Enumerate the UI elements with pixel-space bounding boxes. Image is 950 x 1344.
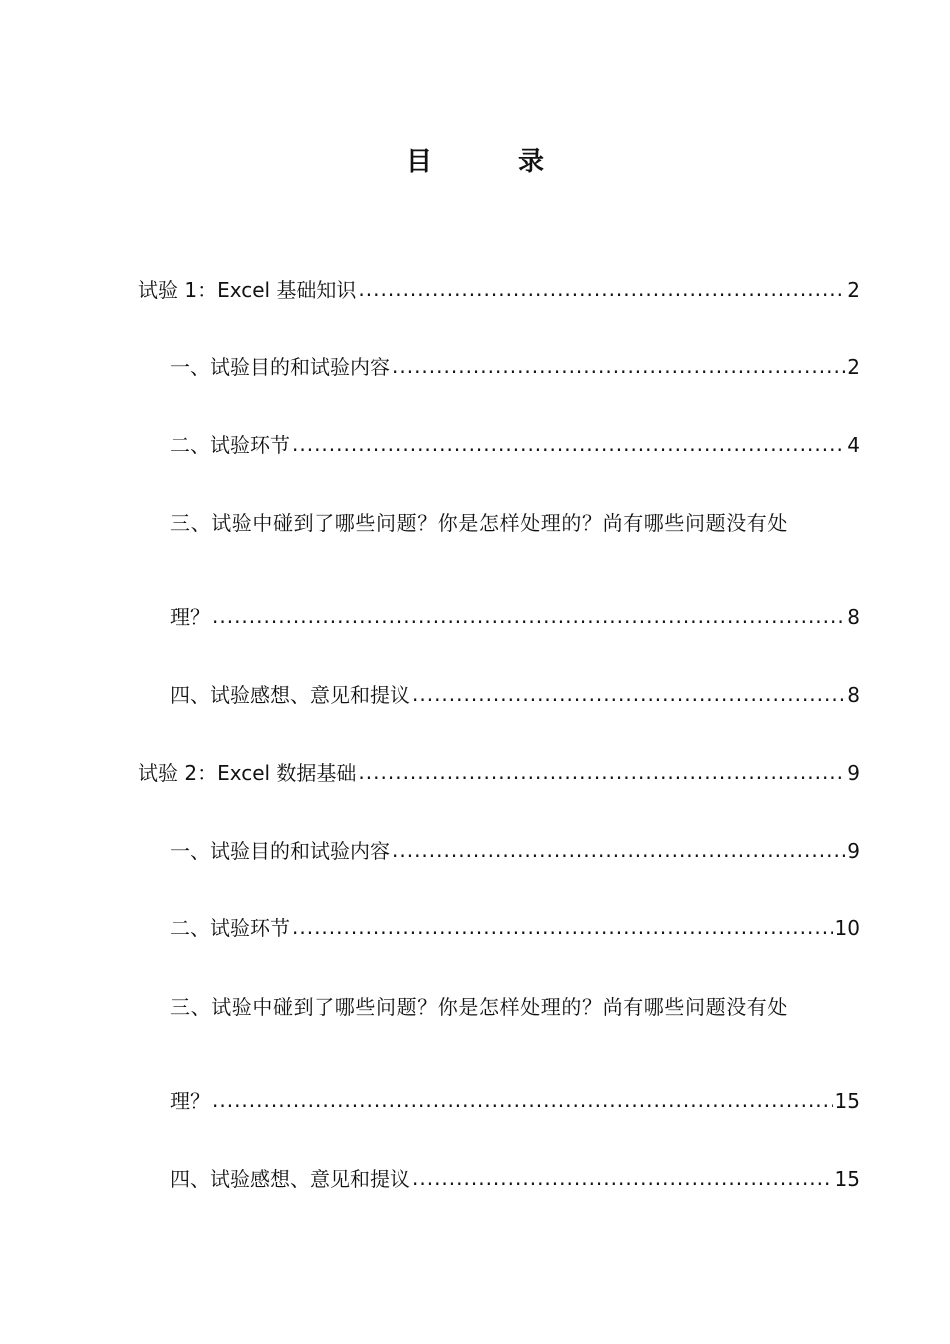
toc-page-number: 8 (847, 605, 860, 629)
toc-leader (212, 602, 845, 630)
toc-leader (412, 1164, 833, 1192)
toc-entry-exp2-section3-line1[interactable]: 三、试验中碰到了哪些问题？你是怎样处理的？尚有哪些问题没有处 (170, 995, 788, 1019)
toc-label: 试验 1：Excel 基础知识 (138, 278, 357, 302)
toc-page-number: 9 (847, 761, 860, 785)
toc-page-number: 4 (847, 433, 860, 457)
toc-entry-exp2[interactable] (138, 759, 860, 787)
toc-label: 二、试验环节 (170, 916, 290, 940)
toc-label: 试验 2：Excel 数据基础 (138, 761, 357, 785)
toc-entry-exp1-section1[interactable] (170, 353, 860, 381)
toc-entry-exp1-section3[interactable] (170, 603, 860, 631)
toc-entry-exp1[interactable] (138, 276, 860, 304)
toc-page-number: 2 (847, 355, 860, 379)
toc-page-number: 15 (834, 1167, 860, 1191)
toc-leader (292, 430, 845, 458)
toc-page-number: 15 (834, 1089, 860, 1113)
page-title: 目 录 (405, 147, 574, 177)
toc-leader (292, 913, 833, 941)
toc-entry-exp2-section4[interactable] (170, 1165, 860, 1193)
toc-entry-exp2-section3[interactable] (170, 1087, 860, 1115)
toc-leader (212, 1086, 833, 1114)
toc-leader (392, 352, 845, 380)
toc-label: 理？ (170, 1089, 210, 1113)
toc-label: 一、试验目的和试验内容 (170, 355, 390, 379)
toc-entry-exp1-section3-line1[interactable]: 三、试验中碰到了哪些问题？你是怎样处理的？尚有哪些问题没有处 (170, 511, 788, 535)
toc-page-number: 8 (847, 683, 860, 707)
toc-leader (358, 275, 845, 303)
toc-leader (392, 836, 845, 864)
toc-label: 二、试验环节 (170, 433, 290, 457)
toc-leader (412, 680, 845, 708)
toc-label: 四、试验感想、意见和提议 (170, 1167, 410, 1191)
toc-page-number: 10 (834, 916, 860, 940)
toc-page-number: 2 (847, 278, 860, 302)
toc-entry-exp2-section1[interactable] (170, 837, 860, 865)
toc-page-number: 9 (847, 839, 860, 863)
toc-label: 理？ (170, 605, 210, 629)
toc-entry-exp1-section4[interactable] (170, 681, 860, 709)
toc-entry-exp2-section2[interactable] (170, 914, 860, 942)
toc-label: 一、试验目的和试验内容 (170, 839, 390, 863)
toc-label: 四、试验感想、意见和提议 (170, 683, 410, 707)
toc-leader (358, 758, 845, 786)
toc-entry-exp1-section2[interactable] (170, 431, 860, 459)
